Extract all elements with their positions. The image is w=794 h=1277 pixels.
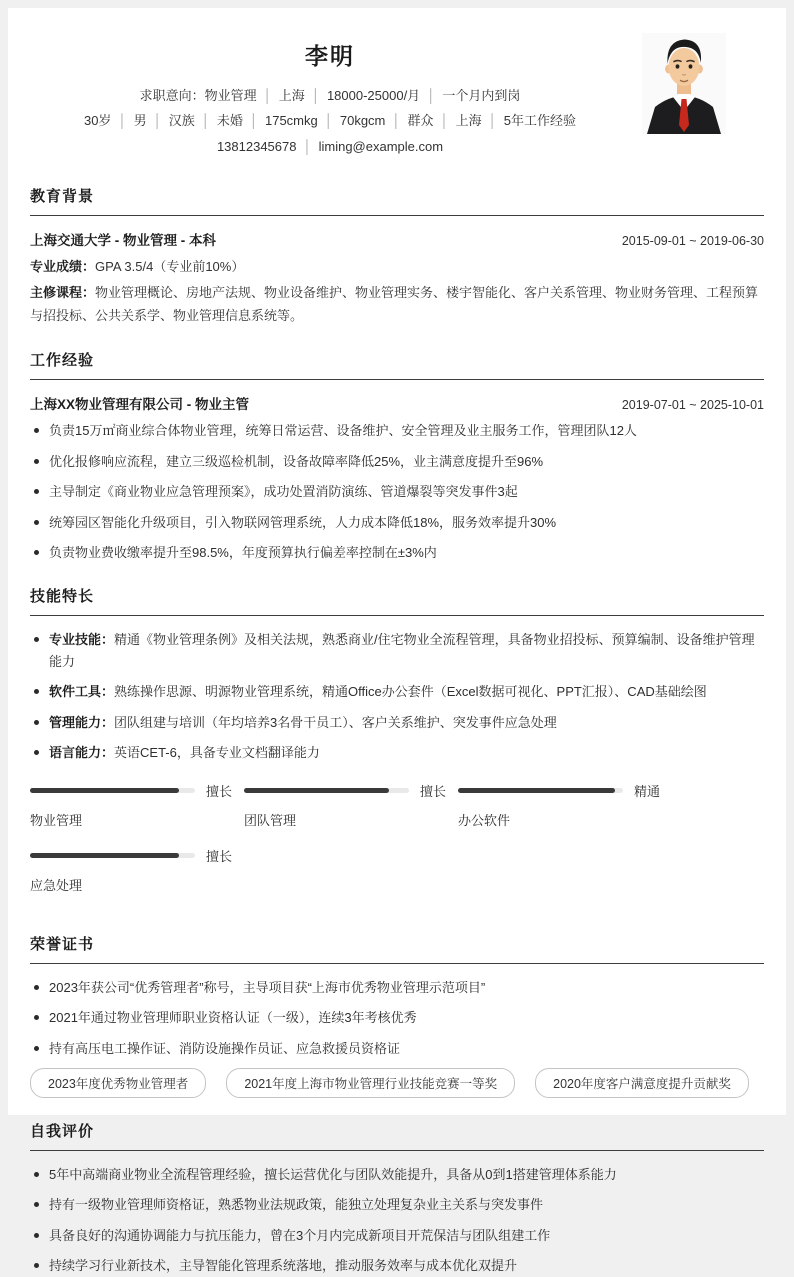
work-heading: 工作经验: [30, 349, 764, 380]
separator: │: [118, 113, 127, 129]
gpa-label: 专业成绩：: [30, 259, 96, 275]
separator: │: [201, 113, 210, 129]
avatar-illustration: [642, 33, 726, 134]
work-bullet: 统筹园区智能化升级项目，引入物联网管理系统，人力成本降低18%，服务效率提升30%: [30, 512, 764, 533]
separator: │: [311, 88, 320, 103]
work-entry-row: [30, 393, 764, 413]
bar-fill: [30, 853, 179, 858]
candidate-name: 李明: [305, 43, 355, 69]
honor-badge: 2020年度客户满意度提升贡献奖: [535, 1068, 749, 1098]
skill-bar-office-software: [458, 781, 672, 829]
bar-track: [244, 788, 409, 793]
skills-heading: 技能特长: [30, 585, 764, 616]
bar-track: [458, 788, 623, 793]
self-eval-bullet: 具备良好的沟通协调能力与抗压能力，曾在3个月内完成新项目开荒保洁与团队组建工作: [30, 1225, 764, 1246]
self-eval-heading: 自我评价: [30, 1120, 764, 1151]
work-bullet: 主导制定《商业物业应急管理预案》，成功处置消防演练、管道爆裂等突发事件3起: [30, 481, 764, 502]
education-period: 2015-09-01 ~ 2019-06-30: [621, 234, 764, 249]
separator: │: [303, 138, 312, 154]
skill-label: 语言能力：: [49, 745, 115, 761]
bar-level: 擅长: [420, 783, 447, 799]
bar-name: 应急处理: [30, 877, 83, 893]
skill-bar-property-management: [30, 781, 244, 829]
bar-level: 精通: [634, 783, 661, 799]
courses-line: [30, 282, 764, 328]
bar-track: [30, 788, 195, 793]
work-bullet: 优化报修响应流程，建立三级巡检机制，设备故障率降低25%，业主满意度提升至96%: [30, 451, 764, 472]
skill-bullet: [30, 742, 764, 763]
separator: │: [392, 113, 401, 129]
skill-label: 管理能力：: [49, 714, 115, 730]
self-eval-bullet-list: [30, 1164, 764, 1277]
skill-label: 专业技能：: [49, 632, 115, 648]
section-honors: [30, 933, 764, 1098]
bar-name: 办公软件: [458, 812, 511, 828]
skill-bullet: [30, 712, 764, 733]
bar-level: 擅长: [206, 848, 233, 864]
separator: │: [153, 113, 162, 129]
skill-text: 精通《物业管理条例》及相关法规，熟悉商业/住宅物业全流程管理，具备物业招投标、预算编制、设备维护管理能力: [49, 632, 755, 669]
work-bullet: 负责15万㎡商业综合体物业管理，统筹日常运营、设备维护、安全管理及业主服务工作，管理团队12人: [30, 420, 764, 441]
resume-header: [30, 30, 764, 159]
section-self-evaluation: [30, 1120, 764, 1277]
section-work: [30, 349, 764, 563]
self-eval-bullet: 持有一级物业管理师资格证，熟悉物业法规政策，能独立处理复杂业主关系与突发事件: [30, 1194, 764, 1215]
bar-name: 团队管理: [244, 812, 297, 828]
school-degree: 上海交通大学 - 物业管理 - 本科: [30, 233, 216, 249]
education-entry-row: [30, 229, 764, 249]
honor-badge: 2021年度上海市物业管理行业技能竞赛一等奖: [226, 1068, 515, 1098]
bar-fill: [458, 788, 615, 793]
bar-level: 擅长: [206, 783, 233, 799]
skill-bar-team-management: [244, 781, 458, 829]
honors-heading: 荣誉证书: [30, 933, 764, 964]
section-education: [30, 185, 764, 327]
company-position: 上海XX物业管理有限公司 - 物业主管: [30, 397, 250, 413]
bar-track: [30, 853, 195, 858]
resume-page: [8, 8, 786, 1274]
bar-name: 物业管理: [30, 812, 83, 828]
self-eval-bullet: 5年中高端商业物业全流程管理经验，擅长运营优化与团队效能提升，具备从0到1搭建管理体系能力: [30, 1164, 764, 1185]
personal-info-line: 30岁 │ 男 │ 汉族 │ 未婚 │ 175cmkg │ 70kgcm │ 群众 │ 上海 │ 5年工作经验: [83, 113, 577, 129]
profile-photo: [642, 33, 726, 134]
separator: │: [440, 113, 449, 129]
honor-bullet: 2023年获公司“优秀管理者”称号，主导项目获“上海市优秀物业管理示范项目”: [30, 977, 764, 998]
separator: │: [427, 88, 436, 103]
courses-label: 主修课程：: [30, 284, 96, 300]
section-skills: [30, 585, 764, 910]
header-text: [30, 30, 630, 159]
education-heading: 教育背景: [30, 185, 764, 216]
honor-badge: 2023年度优秀物业管理者: [30, 1068, 206, 1098]
courses-value: 物业管理概论、房地产法规、物业设备维护、物业管理实务、楼宇智能化、客户关系管理、物业财务管理、工程预算与招投标、公共关系学、物业管理信息系统等。: [30, 284, 759, 323]
separator: │: [249, 113, 258, 129]
skill-text: 英语CET-6，具备专业文档翻译能力: [114, 745, 320, 761]
honor-bullet: 持有高压电工操作证、消防设施操作员证、应急救援员资格证: [30, 1038, 764, 1059]
job-intent-line: 求职意向：物业管理 │ 上海 │ 18000-25000/月 │ 一个月内到岗: [139, 88, 521, 103]
skills-bullet-list: [30, 629, 764, 763]
skill-text: 团队组建与培训（年均培养3名骨干员工）、客户关系维护、突发事件应急处理: [114, 714, 557, 730]
contact-line: 13812345678 │ liming@example.com: [216, 138, 444, 154]
work-bullet: 负责物业费收缴率提升至98.5%，年度预算执行偏差率控制在±3%内: [30, 542, 764, 563]
separator: │: [324, 113, 333, 129]
skill-text: 熟练操作思源、明源物业管理系统，精通Office办公套件（Excel数据可视化、PPT汇报）、CAD基础绘图: [114, 684, 707, 700]
bar-fill: [244, 788, 389, 793]
honor-bullet: 2021年通过物业管理师职业资格认证（一级），连续3年考核优秀: [30, 1007, 764, 1028]
separator: │: [488, 113, 497, 129]
skill-label: 软件工具：: [49, 684, 115, 700]
skill-bullet: [30, 681, 764, 702]
skill-bars: [30, 781, 764, 911]
skill-bullet: [30, 629, 764, 672]
skill-bar-emergency-handling: [30, 846, 244, 894]
honors-bullet-list: [30, 977, 764, 1059]
work-bullet-list: [30, 420, 764, 563]
self-eval-bullet: 持续学习行业新技术，主导智能化管理系统落地，推动服务效率与成本优化双提升: [30, 1255, 764, 1276]
bar-fill: [30, 788, 179, 793]
work-period: 2019-07-01 ~ 2025-10-01: [621, 398, 764, 413]
gpa-value: GPA 3.5/4（专业前10%）: [95, 259, 245, 275]
honor-badges: [30, 1068, 764, 1098]
gpa-line: [30, 256, 764, 279]
separator: │: [263, 88, 272, 103]
